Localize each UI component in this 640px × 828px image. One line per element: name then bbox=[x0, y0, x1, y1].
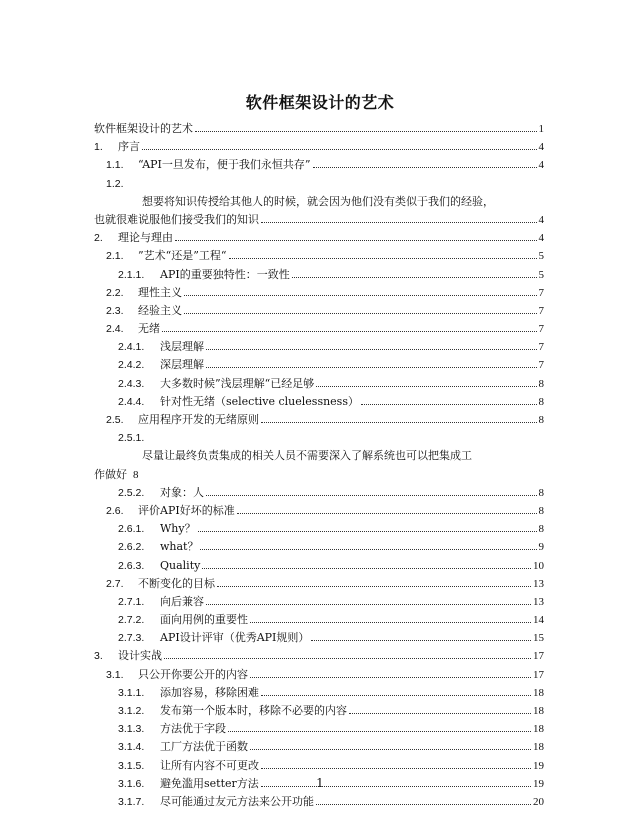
toc-entry[interactable] bbox=[94, 720, 544, 738]
toc-entry-number: 2.7.2. bbox=[118, 614, 145, 627]
toc-entry-number: 2.5.1. bbox=[118, 432, 145, 445]
toc-entry[interactable] bbox=[94, 647, 544, 665]
toc-entry[interactable] bbox=[94, 666, 544, 684]
toc-entry[interactable] bbox=[94, 484, 544, 502]
toc-dot-leader bbox=[202, 567, 531, 569]
toc-entry-number: 2.3. bbox=[106, 304, 124, 317]
toc-entry-title: 只公开你要公开的内容 bbox=[138, 667, 248, 681]
toc-entry[interactable] bbox=[94, 538, 544, 556]
toc-entry-title: 经验主义 bbox=[138, 303, 182, 317]
toc-entry-number: 2.1. bbox=[106, 250, 124, 263]
toc-entry-number-row bbox=[94, 175, 544, 193]
toc-entry-number: 3. bbox=[94, 650, 103, 663]
toc-entry[interactable] bbox=[94, 375, 544, 393]
toc-entry-number: 3.1.1. bbox=[118, 686, 145, 699]
toc-entry-page: 8 bbox=[538, 523, 544, 536]
toc-dot-leader bbox=[237, 512, 537, 514]
toc-entry-wrapped-line[interactable] bbox=[94, 193, 544, 211]
toc-entry-number: 2.4. bbox=[106, 323, 124, 336]
toc-entry-title: 尽可能通过友元方法来公开功能 bbox=[160, 794, 314, 808]
toc-entry-number: 3.1.3. bbox=[118, 723, 145, 736]
toc-entry-title: 理性主义 bbox=[138, 285, 182, 299]
toc-dot-leader bbox=[250, 676, 531, 678]
toc-dot-leader bbox=[162, 330, 537, 332]
toc-entry-page: 8 bbox=[538, 395, 544, 408]
toc-dot-leader bbox=[229, 257, 537, 259]
toc-dot-leader bbox=[311, 639, 531, 641]
toc-dot-leader bbox=[206, 494, 537, 496]
toc-entry-number: 1. bbox=[94, 141, 103, 154]
toc-entry[interactable] bbox=[94, 520, 544, 538]
toc-dot-leader bbox=[313, 166, 537, 168]
toc-entry-title: API设计评审（优秀API规则） bbox=[160, 631, 310, 645]
toc-entry[interactable] bbox=[94, 120, 544, 138]
toc-dot-leader bbox=[184, 294, 537, 296]
toc-entry-wrapped-line[interactable] bbox=[94, 466, 544, 484]
toc-entry-title: 软件框架设计的艺术 bbox=[94, 122, 193, 135]
toc-entry-title: 理论与理由 bbox=[118, 231, 173, 245]
toc-entry-title: Why？ bbox=[160, 522, 196, 536]
toc-entry-title: ”艺术“还是”工程“ bbox=[138, 249, 227, 263]
toc-entry-number: 2.5.2. bbox=[118, 486, 145, 499]
toc-dot-leader bbox=[250, 621, 531, 623]
toc-entry-title: API的重要独特性：一致性 bbox=[160, 267, 290, 281]
toc-dot-leader bbox=[184, 312, 537, 314]
toc-entry-page: 20 bbox=[533, 795, 544, 808]
toc-dot-leader bbox=[206, 366, 537, 368]
toc-entry-number: 2.7.1. bbox=[118, 595, 145, 608]
toc-entry-number: 2.7.3. bbox=[118, 632, 145, 645]
toc-entry-number: 2.1.1. bbox=[118, 268, 145, 281]
toc-entry-page: 5 bbox=[538, 250, 544, 263]
toc-entry-title: 方法优于字段 bbox=[160, 722, 226, 736]
toc-entry-page: 4 bbox=[538, 232, 544, 245]
toc-dot-leader bbox=[198, 530, 537, 532]
toc-entry-page: 7 bbox=[538, 286, 544, 299]
toc-entry-number: 3.1.2. bbox=[118, 705, 145, 717]
toc-entry-title: 添加容易，移除困难 bbox=[160, 685, 259, 699]
toc-entry-number-row bbox=[94, 429, 544, 447]
toc-entry-number: 3.1.4. bbox=[118, 741, 145, 754]
toc-entry-title: 向后兼容 bbox=[160, 594, 204, 608]
toc-entry-title: 不断变化的目标 bbox=[138, 576, 215, 590]
toc-entry[interactable] bbox=[94, 320, 544, 338]
toc-entry[interactable] bbox=[94, 302, 544, 320]
toc-entry-page: 19 bbox=[533, 777, 544, 790]
toc-entry-page: 9 bbox=[538, 541, 544, 554]
toc-entry[interactable] bbox=[94, 593, 544, 611]
toc-entry[interactable] bbox=[94, 757, 544, 775]
toc-entry-number: 2.6.1. bbox=[118, 523, 145, 536]
toc-entry-title: 浅层理解 bbox=[160, 340, 204, 354]
toc-entry[interactable] bbox=[94, 575, 544, 593]
toc-dot-leader bbox=[195, 130, 537, 132]
toc-entry-page: 17 bbox=[533, 668, 544, 681]
toc-dot-leader bbox=[261, 767, 531, 769]
toc-dot-leader bbox=[206, 603, 531, 605]
toc-entry-page: 18 bbox=[533, 741, 544, 754]
toc-entry-number: 2. bbox=[94, 232, 103, 245]
toc-entry-page: 13 bbox=[533, 577, 544, 590]
toc-dot-leader bbox=[316, 385, 536, 387]
toc-entry[interactable] bbox=[94, 138, 544, 156]
toc-entry[interactable] bbox=[94, 629, 544, 647]
toc-entry-title-line1: 尽量让最终负责集成的相关人员不需要深入了解系统也可以把集成工 bbox=[142, 449, 472, 463]
toc-entry[interactable] bbox=[94, 793, 544, 811]
toc-entry-title: 大多数时候”浅层理解“已经足够 bbox=[160, 376, 315, 390]
toc-entry-title: 序言 bbox=[118, 140, 140, 154]
toc-dot-leader bbox=[217, 585, 531, 587]
toc-entry[interactable] bbox=[94, 411, 544, 429]
toc-entry-number: 2.6.2. bbox=[118, 541, 145, 554]
toc-entry-page: 4 bbox=[538, 213, 544, 226]
toc-entry-page: 18 bbox=[533, 705, 544, 717]
toc-entry-title: 针对性无绪（selective cluelessness） bbox=[160, 394, 359, 408]
toc-dot-leader bbox=[316, 803, 531, 805]
toc-entry-title: 深层理解 bbox=[160, 358, 204, 372]
toc-entry-page: 7 bbox=[538, 341, 544, 354]
toc-entry[interactable] bbox=[94, 156, 544, 174]
toc-entry[interactable] bbox=[94, 684, 544, 702]
toc-entry-number: 3.1.7. bbox=[118, 795, 145, 808]
toc-entry[interactable] bbox=[94, 266, 544, 284]
toc-entry-number: 1.1. bbox=[106, 159, 124, 172]
toc-entry-page: 8 bbox=[538, 377, 544, 390]
toc-entry-page: 4 bbox=[538, 159, 544, 172]
toc-entry-number: 3.1.5. bbox=[118, 759, 145, 772]
toc-entry[interactable] bbox=[94, 247, 544, 265]
toc-entry-page: 18 bbox=[533, 686, 544, 699]
toc-dot-leader bbox=[261, 421, 537, 423]
toc-dot-leader bbox=[261, 221, 537, 223]
toc-entry-title-line1: 想要将知识传授给其他人的时候，就会因为他们没有类似于我们的经验， bbox=[142, 194, 494, 208]
toc-dot-leader bbox=[349, 712, 531, 714]
toc-entry-number: 2.5. bbox=[106, 414, 124, 426]
toc-entry-title: 应用程序开发的无绪原则 bbox=[138, 413, 259, 426]
toc-entry[interactable] bbox=[94, 284, 544, 302]
toc-entry-number: 3.1.6. bbox=[118, 777, 145, 790]
toc-entry-page: 13 bbox=[533, 595, 544, 608]
toc-entry-page: 8 bbox=[133, 468, 139, 481]
toc-entry-number: 2.6.3. bbox=[118, 559, 145, 572]
toc-entry-page: 14 bbox=[533, 614, 544, 627]
toc-entry-title: Quality bbox=[160, 558, 201, 572]
toc-dot-leader bbox=[142, 148, 537, 150]
toc-entry-title: 发布第一个版本时，移除不必要的内容 bbox=[160, 704, 347, 717]
toc-entry[interactable] bbox=[94, 611, 544, 629]
toc-entry[interactable] bbox=[94, 557, 544, 575]
toc-entry-page: 17 bbox=[533, 650, 544, 663]
page-number: 1 bbox=[316, 776, 324, 790]
toc-entry-title: 让所有内容不可更改 bbox=[160, 758, 259, 772]
toc-entry-page: 7 bbox=[538, 359, 544, 372]
toc-entry-page: 8 bbox=[538, 486, 544, 499]
toc-dot-leader bbox=[175, 239, 537, 241]
toc-entry-title: 工厂方法优于函数 bbox=[160, 740, 248, 754]
toc-entry[interactable] bbox=[94, 393, 544, 411]
toc-dot-leader bbox=[292, 276, 537, 278]
document-title: 软件框架设计的艺术 bbox=[245, 93, 395, 112]
toc-entry-title: 无绪 bbox=[138, 322, 160, 336]
toc-entry-number: 2.4.3. bbox=[118, 377, 145, 390]
toc-dot-leader bbox=[250, 748, 531, 750]
toc-entry[interactable] bbox=[94, 502, 544, 520]
toc-entry[interactable] bbox=[94, 702, 544, 720]
toc-entry[interactable] bbox=[94, 338, 544, 356]
toc-entry-page: 4 bbox=[538, 141, 544, 154]
table-of-contents bbox=[94, 120, 544, 811]
toc-entry-page: 15 bbox=[533, 632, 544, 645]
toc-entry-title: 评价API好坏的标准 bbox=[138, 503, 235, 517]
toc-dot-leader bbox=[361, 403, 537, 405]
toc-entry-title: 避免滥用setter方法 bbox=[160, 776, 259, 790]
toc-entry[interactable] bbox=[94, 356, 544, 374]
toc-entry-page: 5 bbox=[538, 268, 544, 281]
toc-entry-page: 19 bbox=[533, 759, 544, 772]
toc-entry-title: 面向用例的重要性 bbox=[160, 613, 248, 627]
toc-entry-title: 设计实战 bbox=[118, 649, 162, 663]
toc-entry-page: 10 bbox=[533, 559, 544, 572]
toc-entry[interactable] bbox=[94, 738, 544, 756]
toc-entry-number: 2.7. bbox=[106, 577, 124, 590]
toc-entry-page: 7 bbox=[538, 304, 544, 317]
toc-entry-title: what？ bbox=[160, 540, 199, 554]
toc-dot-leader bbox=[261, 694, 531, 696]
toc-entry-title-line2: 也就很难说服他们接受我们的知识 bbox=[94, 212, 259, 226]
toc-entry-wrapped-line[interactable] bbox=[94, 211, 544, 229]
toc-entry-title: “API一旦发布，便于我们永恒共存” bbox=[138, 158, 311, 172]
toc-entry-number: 1.2. bbox=[106, 177, 124, 190]
toc-entry-page: 18 bbox=[533, 723, 544, 736]
toc-entry-page: 8 bbox=[538, 414, 544, 426]
toc-dot-leader bbox=[228, 730, 531, 732]
toc-entry-title: 对象：人 bbox=[160, 485, 204, 499]
toc-entry-number: 2.4.4. bbox=[118, 395, 145, 408]
toc-entry-number: 2.4.1. bbox=[118, 341, 145, 354]
toc-entry-number: 2.2. bbox=[106, 286, 124, 299]
toc-entry-wrapped-line[interactable] bbox=[94, 447, 544, 465]
toc-entry-number: 3.1. bbox=[106, 668, 124, 681]
toc-dot-leader bbox=[206, 348, 537, 350]
toc-entry-page: 8 bbox=[538, 504, 544, 517]
toc-entry-number: 2.4.2. bbox=[118, 359, 145, 372]
toc-entry-title-line2: 作做好 bbox=[94, 467, 127, 481]
toc-dot-leader bbox=[200, 548, 536, 550]
toc-entry-number: 2.6. bbox=[106, 504, 124, 517]
toc-entry[interactable] bbox=[94, 229, 544, 247]
toc-dot-leader bbox=[164, 657, 531, 659]
toc-entry-page: 7 bbox=[538, 323, 544, 336]
toc-entry-page: 1 bbox=[538, 123, 544, 135]
